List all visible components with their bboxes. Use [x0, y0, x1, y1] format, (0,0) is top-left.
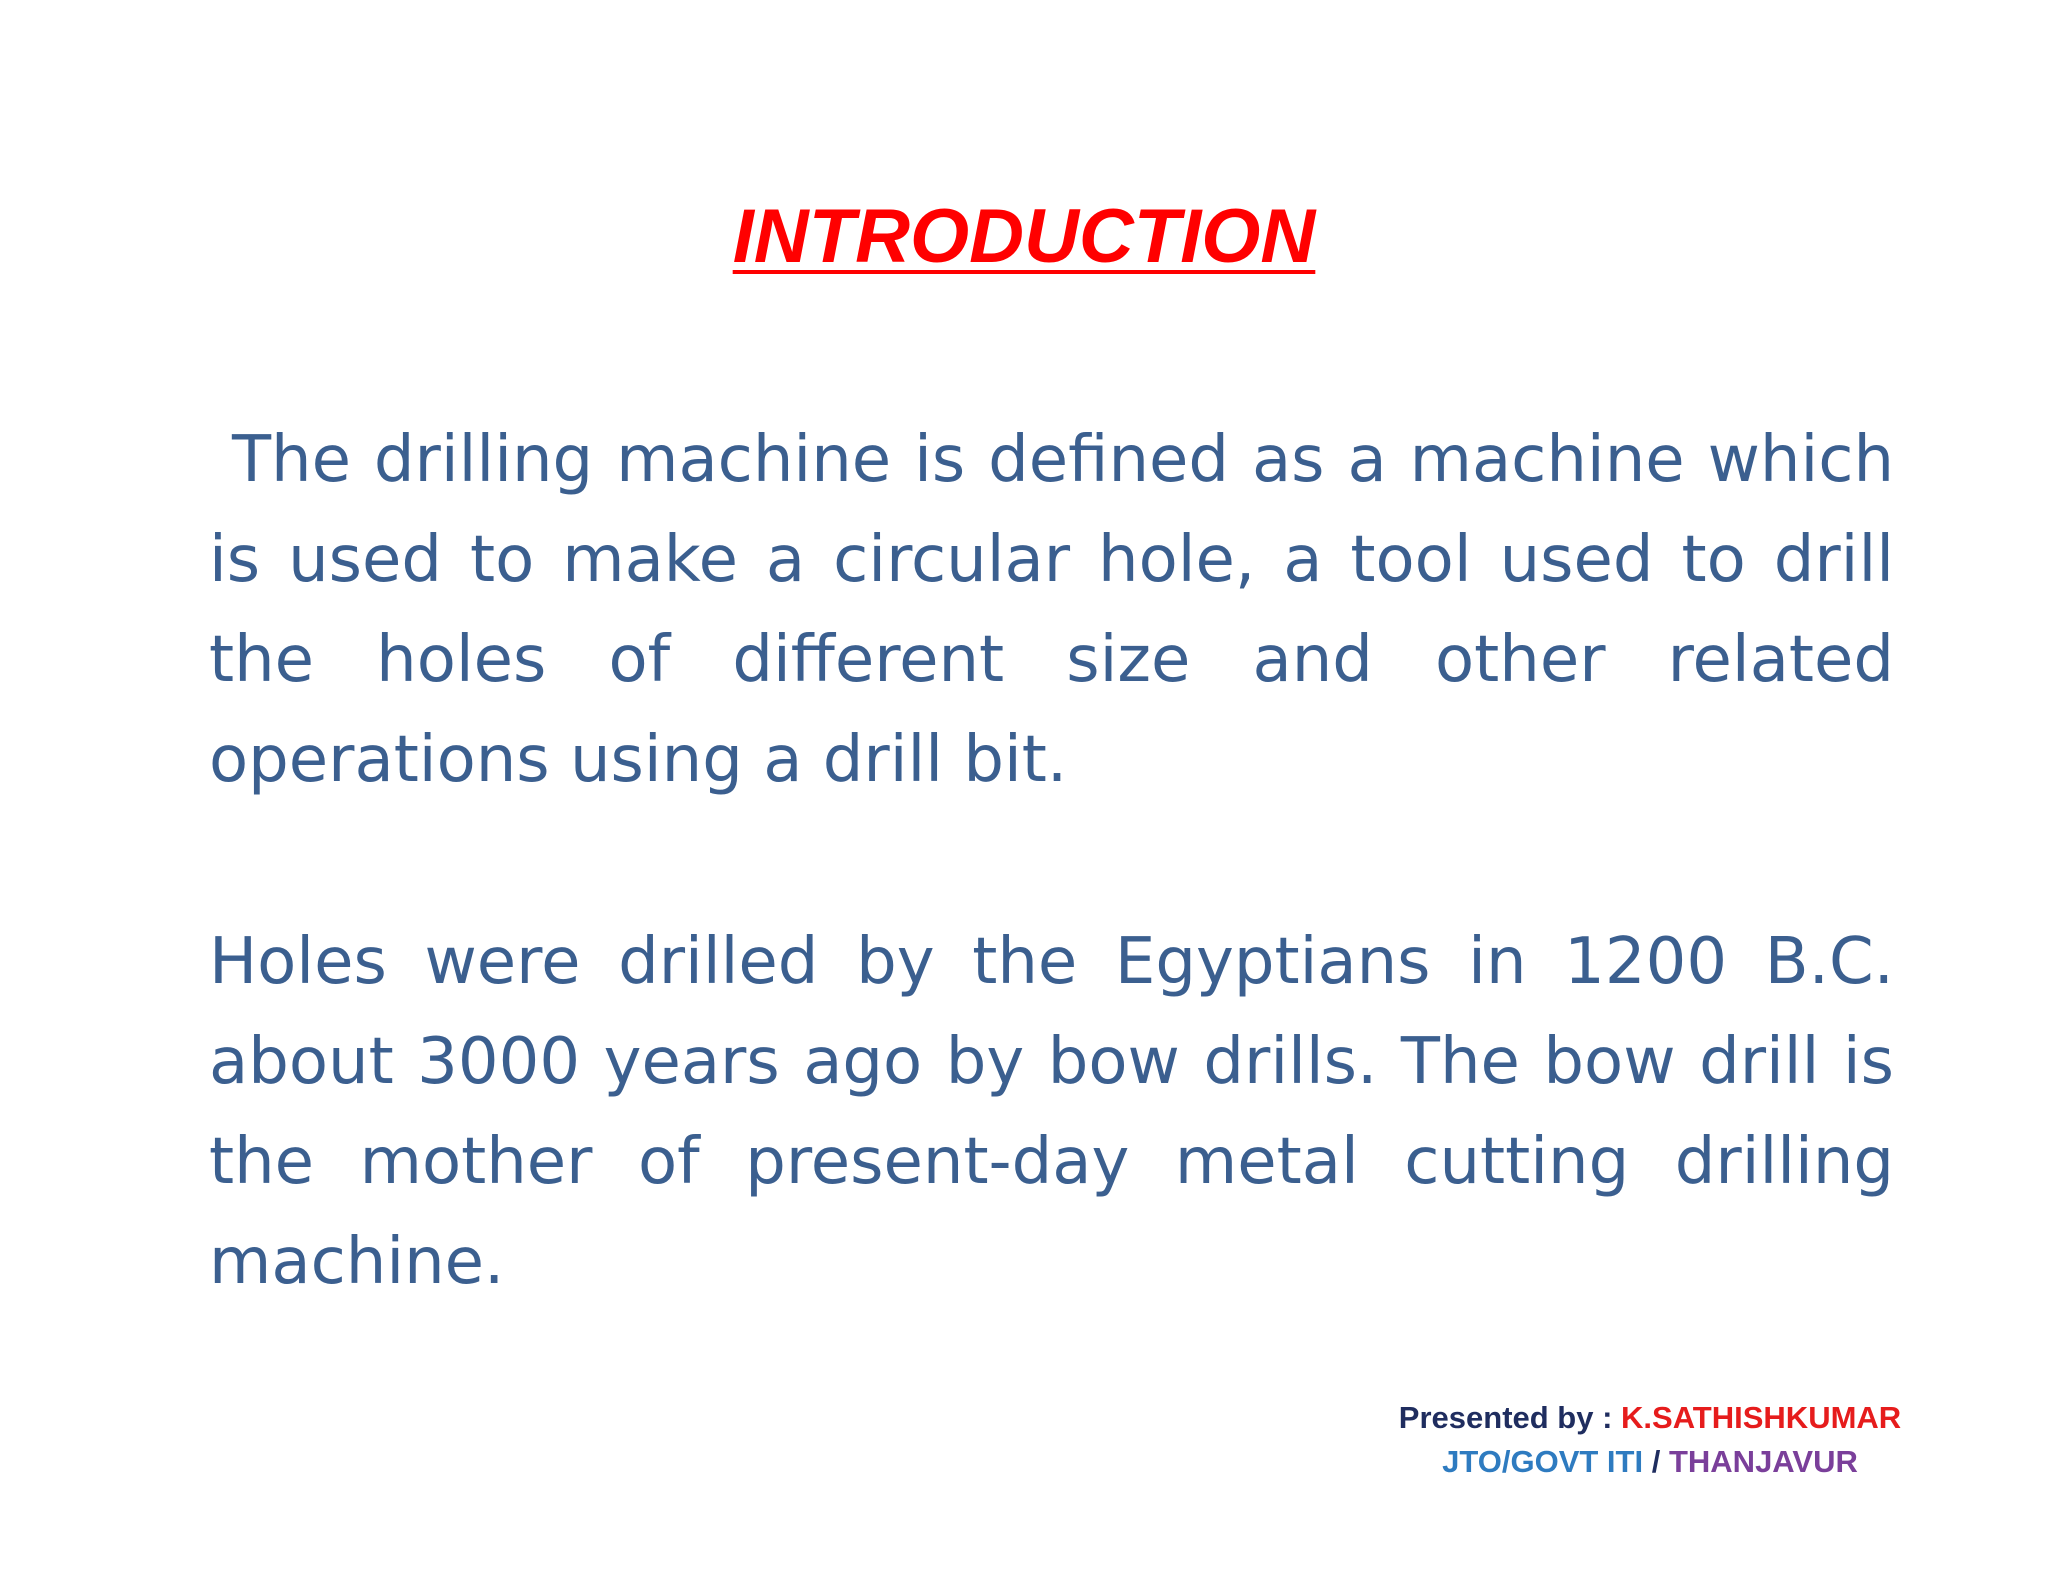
affiliation-separator: /	[1651, 1444, 1661, 1479]
slide-title: INTRODUCTION	[732, 194, 1316, 279]
presented-by-label: Presented by :	[1398, 1400, 1613, 1435]
intro-paragraph-1	[209, 410, 1894, 810]
presenter-credit	[1360, 1396, 1940, 1440]
presenter-location: THANJAVUR	[1668, 1444, 1858, 1479]
intro-paragraph-1-text: The drilling machine is defined as a machine which is used to make a circular hole, a tool used to drill the holes of different size and other related operations using a drill bit.	[209, 423, 1894, 797]
presenter-designation: JTO/GOVT ITI	[1442, 1444, 1644, 1479]
intro-paragraph-2: Holes were drilled by the Egyptians in 1200 B.C. about 3000 years ago by bow drills. The bow drill is the mother of present-day metal cutting drilling machine.	[209, 925, 1894, 1299]
presenter-name: K.SATHISHKUMAR	[1621, 1400, 1902, 1435]
presenter-affiliation	[1360, 1440, 1940, 1484]
